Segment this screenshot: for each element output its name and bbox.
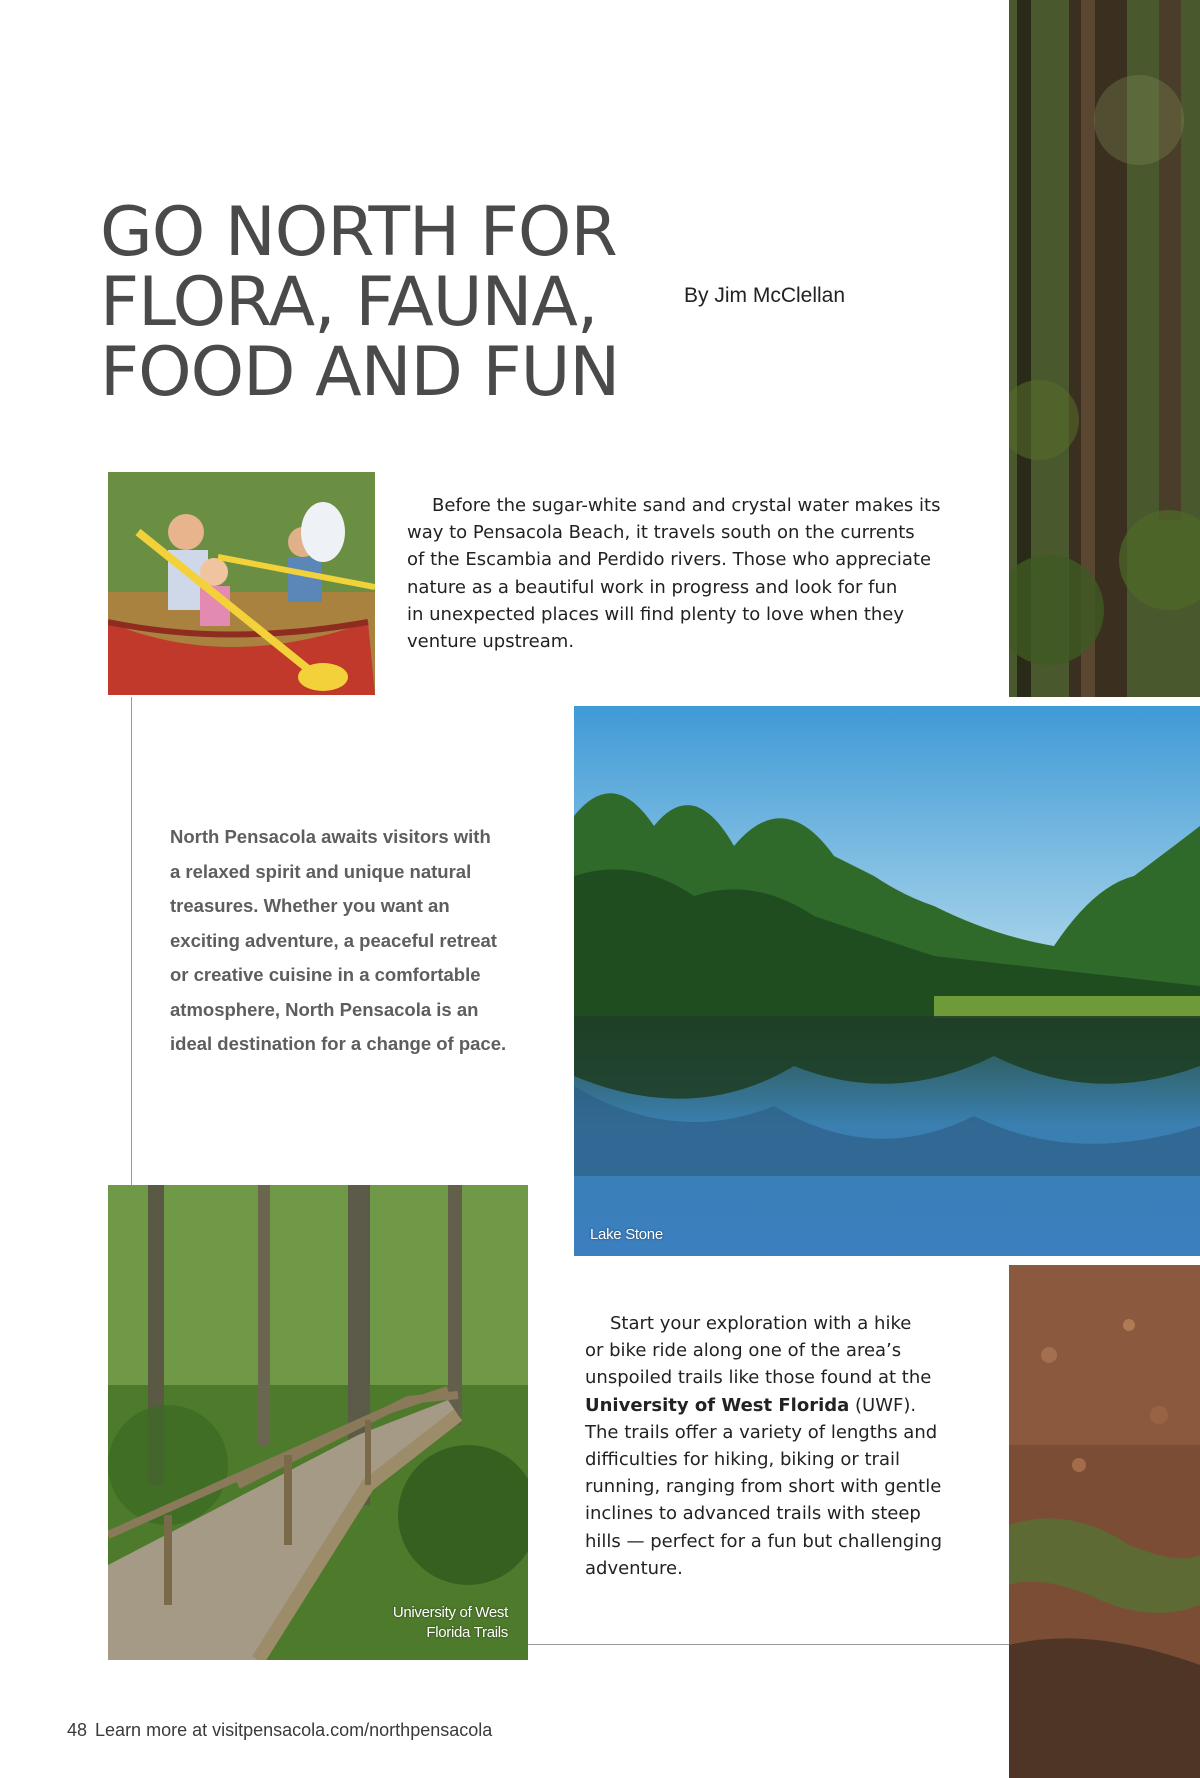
page-number: 48: [67, 1720, 88, 1740]
lake-caption: Lake Stone: [590, 1226, 663, 1243]
trails-line: difficulties for hiking, biking or trail: [585, 1449, 900, 1471]
trails-line: [585, 1392, 985, 1419]
intro-line: in unexpected places will find plenty to love when they: [407, 603, 905, 625]
pullquote-line: ideal destination for a change of pace.: [170, 1033, 507, 1054]
pullquote-line: or creative cuisine in a comfortable: [170, 964, 481, 985]
trails-line: hills — perfect for a fun but challenging: [585, 1530, 943, 1552]
intro-line: nature as a beautiful work in progress and look for fun: [407, 576, 898, 598]
boardwalk-illustration: [108, 1185, 528, 1660]
forest-path-photo: [1009, 1265, 1200, 1778]
trails-line: or bike ride along one of the area’s: [585, 1340, 902, 1362]
pullquote-line: treasures. Whether you want an: [170, 895, 450, 916]
forest-illustration: [1009, 0, 1200, 697]
lake-illustration: [574, 706, 1200, 1256]
uwf-name: University of West Florida: [585, 1394, 850, 1416]
uwf-abbrev: (UWF).: [849, 1394, 917, 1416]
pull-quote: [170, 820, 510, 1062]
vertical-rule: [131, 697, 132, 1185]
intro-line: way to Pensacola Beach, it travels south on the currents: [407, 522, 915, 544]
kayak-photo: [108, 472, 375, 695]
trails-line: unspoiled trails like those found at the: [585, 1367, 932, 1389]
footer-link-text: Learn more at visitpensacola.com/northpensacola: [95, 1720, 493, 1740]
byline: By Jim McClellan: [684, 284, 846, 307]
lake-stone-photo: [574, 706, 1200, 1256]
intro-line: of the Escambia and Perdido rivers. Those who appreciate: [407, 549, 932, 571]
pullquote-line: North Pensacola awaits visitors with: [170, 826, 491, 847]
path-illustration: [1009, 1265, 1200, 1778]
trails-line: The trails offer a variety of lengths and: [585, 1421, 938, 1443]
trails-line: inclines to advanced trails with steep: [585, 1503, 921, 1525]
article-title: [100, 193, 690, 412]
trails-line: Start your exploration with a hike: [610, 1313, 912, 1334]
title-line: FLORA, FAUNA,: [100, 263, 598, 342]
pullquote-line: a relaxed spirit and unique natural: [170, 860, 472, 882]
uwf-trails-photo: [108, 1185, 528, 1660]
intro-paragraph: [407, 492, 967, 655]
page-footer: [67, 1720, 492, 1741]
pullquote-line: atmosphere, North Pensacola is an: [170, 998, 479, 1020]
trails-line: running, ranging from short with gentle: [585, 1476, 942, 1498]
title-line: GO NORTH FOR: [100, 193, 617, 272]
pullquote-line: exciting adventure, a peaceful retreat: [170, 929, 497, 951]
intro-line: venture upstream.: [407, 631, 575, 653]
trail-caption-line: University of West: [392, 1604, 508, 1621]
title-line: FOOD AND FUN: [100, 333, 620, 412]
forest-photo: [1009, 0, 1200, 697]
trails-paragraph: [585, 1310, 985, 1582]
trails-line: adventure.: [585, 1557, 683, 1579]
horizontal-rule: [528, 1644, 1009, 1645]
trail-caption-line: Florida Trails: [426, 1624, 508, 1641]
trail-caption: [393, 1603, 508, 1643]
kayak-illustration: [108, 472, 375, 695]
intro-line: Before the sugar-white sand and crystal water makes its: [432, 495, 941, 516]
